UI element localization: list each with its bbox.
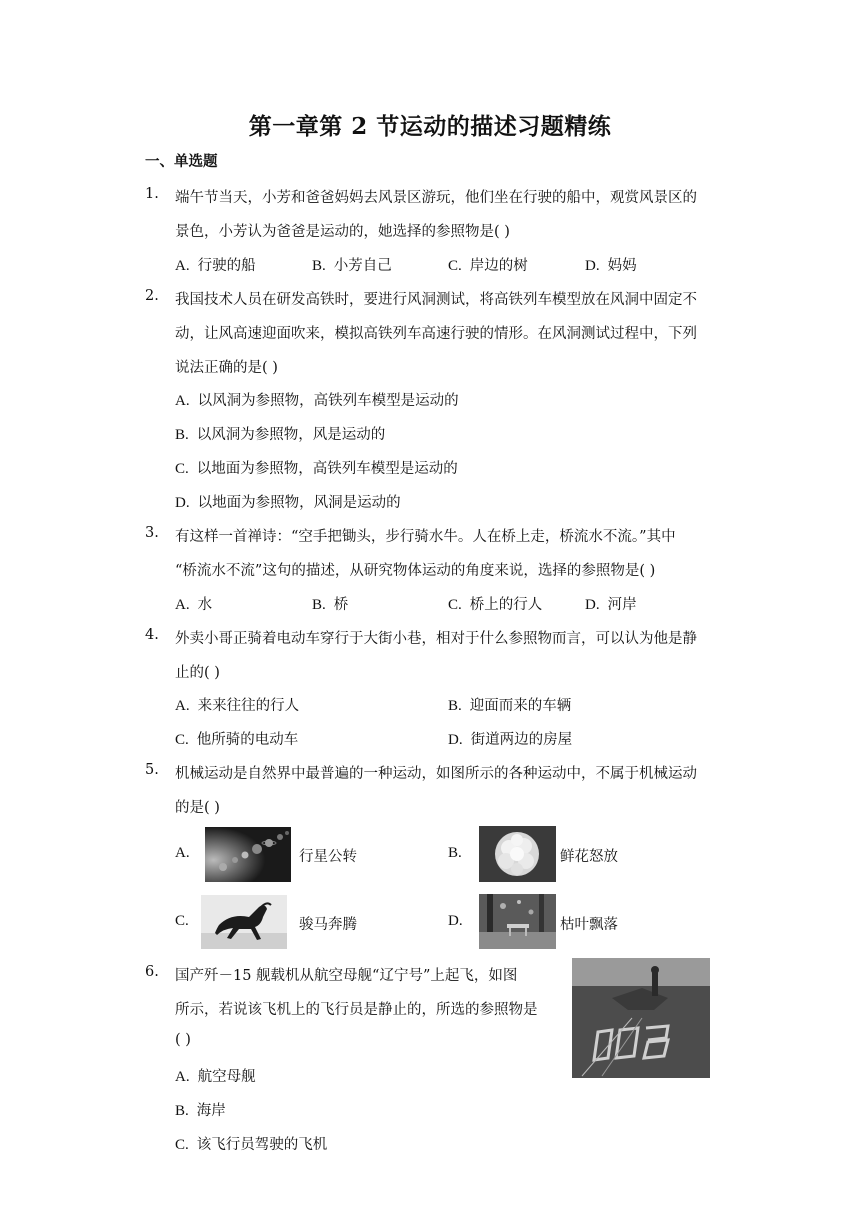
- option-letter: D.: [585, 597, 600, 613]
- question-number: 3.: [145, 525, 159, 541]
- option-text: 骏马奔腾: [299, 917, 357, 933]
- option-text: 枯叶飘落: [560, 917, 618, 933]
- option-c: [175, 1133, 327, 1154]
- option-text: 行驶的船: [197, 258, 256, 274]
- question-text-line: 机械运动是自然界中最普遍的一种运动，如图所示的各种运动中，不属于机械运动: [175, 766, 697, 782]
- falling-leaves-image: [479, 894, 556, 949]
- option-text: 以风洞为参照物，风是运动的: [196, 427, 386, 443]
- option-d: [448, 728, 572, 749]
- page-title: 第一章第 2 节运动的描述习题精练: [248, 113, 612, 140]
- option-text: 航空母舰: [197, 1069, 256, 1085]
- option-letter: C.: [175, 913, 189, 929]
- question-text-line: 外卖小哥正骑着电动车穿行于大街小巷，相对于什么参照物而言，可以认为他是静: [175, 631, 697, 647]
- question-text-line: 我国技术人员在研发高铁时，要进行风洞测试，将高铁列车模型放在风洞中固定不: [175, 292, 697, 308]
- option-c: [175, 457, 458, 478]
- option-text: 桥上的行人: [469, 597, 543, 613]
- option-a: [175, 389, 459, 410]
- option-c: [448, 254, 528, 275]
- question-number: 1.: [145, 186, 159, 202]
- option-text: 以风洞为参照物，高铁列车模型是运动的: [197, 393, 459, 409]
- option-letter: A.: [175, 393, 190, 409]
- question-text-line: “桥流水不流”这句的描述，从研究物体运动的角度来说，选择的参照物是( ): [175, 563, 656, 579]
- question-number: 6.: [145, 964, 159, 980]
- option-b: [448, 694, 571, 715]
- option-text: 行星公转: [299, 849, 357, 865]
- option-letter: C.: [448, 597, 462, 613]
- option-a: [175, 254, 256, 275]
- option-letter: A.: [175, 698, 190, 714]
- option-b: [175, 423, 385, 444]
- option-letter: A.: [175, 597, 190, 613]
- section-heading: 一、单选题: [145, 153, 218, 170]
- flower-image: [479, 826, 556, 882]
- option-letter: B.: [175, 427, 189, 443]
- question-text-line: 国产歼－15 舰载机从航空母舰“辽宁号”上起飞，如图: [175, 968, 518, 984]
- option-a: [175, 593, 212, 614]
- option-letter: B.: [312, 597, 326, 613]
- option-b: [312, 254, 392, 275]
- option-letter: C.: [175, 732, 189, 748]
- question-text-line: 端午节当天，小芳和爸爸妈妈去风景区游玩，他们坐在行驶的船中，观赏风景区的: [175, 190, 697, 206]
- option-d: [585, 593, 637, 614]
- option-text: 来来往往的行人: [197, 698, 300, 714]
- option-text: 以地面为参照物，高铁列车模型是运动的: [196, 461, 458, 477]
- option-letter: A.: [175, 845, 190, 861]
- question-number: 4.: [145, 627, 159, 643]
- option-letter: D.: [448, 913, 463, 929]
- option-text: 小芳自己: [333, 258, 392, 274]
- option-d: [585, 254, 637, 275]
- option-text: 岸边的树: [469, 258, 528, 274]
- horse-image: [201, 895, 287, 949]
- option-text: 水: [197, 597, 213, 613]
- option-letter: A.: [175, 258, 190, 274]
- option-text: 桥: [333, 597, 349, 613]
- option-letter: C.: [175, 461, 189, 477]
- option-text: 迎面而来的车辆: [469, 698, 572, 714]
- carrier-jet-image: [572, 958, 710, 1078]
- option-letter: C.: [175, 1137, 189, 1153]
- option-letter: A.: [175, 1069, 190, 1085]
- option-letter: D.: [175, 495, 190, 511]
- option-letter: C.: [448, 258, 462, 274]
- question-text-line: 所示，若说该飞机上的飞行员是静止的，所选的参照物是: [175, 1002, 538, 1018]
- question-text-line: 止的( ): [175, 665, 220, 681]
- option-c: [448, 593, 542, 614]
- question-text-line: 的是( ): [175, 800, 220, 816]
- option-letter: D.: [585, 258, 600, 274]
- option-text: 海岸: [196, 1103, 226, 1119]
- planets-image: [205, 827, 291, 882]
- option-b: [312, 593, 348, 614]
- question-text-line: 有这样一首禅诗：“空手把锄头，步行骑水牛。人在桥上走，桥流水不流。”其中: [175, 529, 676, 545]
- option-letter: B.: [448, 698, 462, 714]
- option-a: [175, 1065, 256, 1086]
- option-text: 河岸: [607, 597, 637, 613]
- option-text: 该飞行员驾驶的飞机: [196, 1137, 328, 1153]
- question-text-line: 景色，小芳认为爸爸是运动的，她选择的参照物是( ): [175, 224, 510, 240]
- option-letter: D.: [448, 732, 463, 748]
- option-letter: B.: [312, 258, 326, 274]
- option-d: [175, 491, 401, 512]
- option-a: [175, 694, 299, 715]
- question-text-line: 说法正确的是( ): [175, 360, 278, 376]
- question-text-line: ( ): [175, 1032, 191, 1048]
- option-text: 街道两边的房屋: [470, 732, 573, 748]
- option-c: [175, 728, 298, 749]
- option-text: 他所骑的电动车: [196, 732, 299, 748]
- option-text: 以地面为参照物，风洞是运动的: [197, 495, 401, 511]
- option-text: 鲜花怒放: [560, 849, 618, 865]
- question-text-line: 动，让风高速迎面吹来，模拟高铁列车高速行驶的情形。在风洞测试过程中，下列: [175, 326, 697, 342]
- option-b: [175, 1099, 226, 1120]
- question-number: 5.: [145, 762, 159, 778]
- question-number: 2.: [145, 288, 159, 304]
- option-letter: B.: [175, 1103, 189, 1119]
- option-text: 妈妈: [607, 258, 637, 274]
- option-letter: B.: [448, 845, 462, 861]
